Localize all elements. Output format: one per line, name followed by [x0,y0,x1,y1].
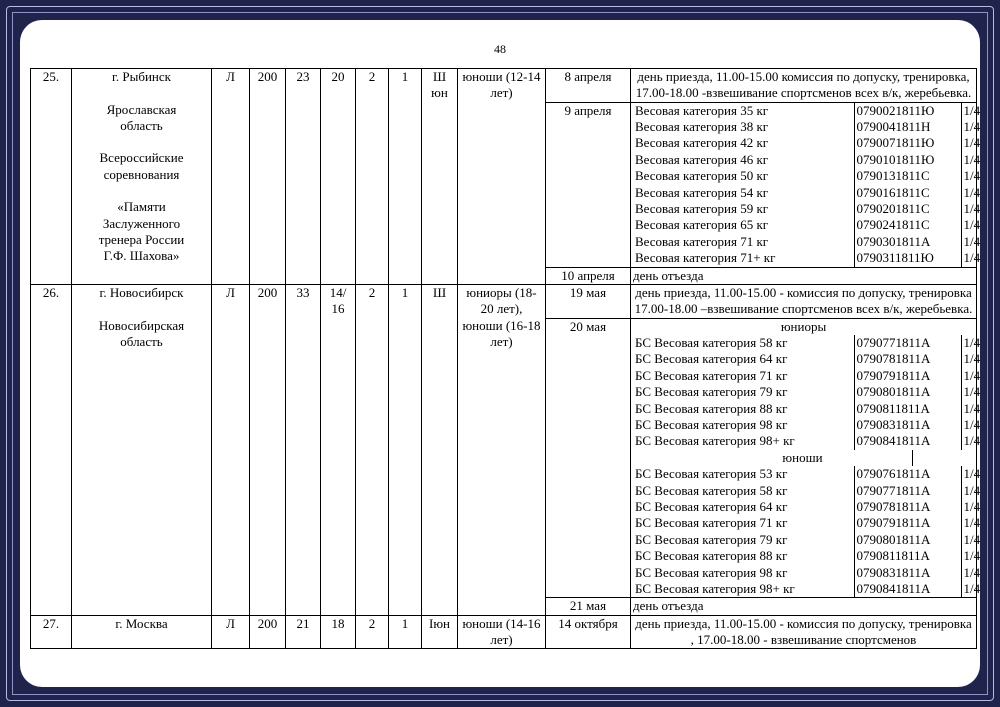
category-row [633,401,974,417]
document-page [20,20,980,687]
category-row [633,565,974,581]
activity-cell [631,318,980,598]
category-list [633,102,980,267]
category-code: 0790771811А [854,483,961,499]
location-line: Г.Ф. Шахова» [103,248,180,264]
category-label: Весовая категория 50 кг [633,168,854,184]
category-code: 0790201811С [854,201,961,217]
page-number: 48 [494,42,506,56]
col-b: 14/ 16 [321,284,356,615]
category-code: 0790791811А [854,515,961,531]
location-line: г. Новосибирск [99,284,184,300]
category-label: БС Весовая категория 88 кг [633,401,854,417]
category-fraction: 1/4 [963,466,980,482]
competition-table [30,68,980,649]
category-fraction: 1/4 [963,499,980,515]
location-line: область [120,117,163,133]
category-row [633,103,974,119]
location-line: г. Рыбинск [112,69,171,84]
col-b: 20 [321,69,356,285]
category-fraction: 1/4 [963,233,980,249]
table-row [31,284,977,318]
category-fraction: 1/4 [963,217,980,233]
category-fraction: 1/4 [963,168,980,184]
category-fraction: 1/4 [963,135,980,151]
age-group: юноши (12-14 лет) [458,69,546,285]
col-l: Л [212,284,250,615]
col-l: Л [212,615,250,649]
location-line [74,85,209,101]
category-label: Весовая категория 54 кг [633,185,854,201]
row-number: 26. [31,284,72,615]
activity-cell: день отъезда [631,598,977,615]
col-d: 1 [389,615,422,649]
date-cell: 9 апреля [546,102,631,267]
col-e: Ш юн [422,69,458,285]
location-cell [72,284,212,615]
category-fraction: 1/4 [963,482,980,498]
location-line: Ярославская [106,101,177,117]
category-fraction: 1/4 [963,564,980,580]
col-l: Л [212,69,250,285]
category-row [633,384,974,400]
category-label: БС Весовая категория 64 кг [633,499,854,515]
category-fraction: 1/4 [963,250,980,266]
age-group: юниоры (18-20 лет), юноши (16-18 лет) [458,284,546,615]
col-200: 200 [250,284,286,615]
date-cell: 19 мая [546,284,631,318]
date-cell: 20 мая [546,318,631,598]
category-row [633,499,974,515]
category-label: БС Весовая категория 88 кг [633,548,854,564]
category-row [633,581,974,597]
category-label: Весовая категория 71 кг [633,234,854,250]
category-fraction: 1/4 [963,184,980,200]
location-line: Новосибирская [98,317,185,333]
category-row [633,250,974,266]
category-code: 0790021811Ю [854,103,961,119]
category-row [633,548,974,564]
category-row [633,119,974,135]
location-line [74,183,209,199]
category-code: 0790101811Ю [854,152,961,168]
category-code: 0790831811А [854,565,961,581]
category-label: БС Весовая категория 79 кг [633,384,854,400]
category-label: Весовая категория 46 кг [633,152,854,168]
category-row [633,433,974,449]
category-label: БС Весовая категория 53 кг [633,466,854,482]
date-cell: 8 апреля [546,69,631,103]
category-fraction: 1/4 [963,119,980,134]
category-fraction: 1/4 [963,515,980,531]
category-row [633,466,974,482]
category-label: БС Весовая категория 98+ кг [633,433,854,449]
category-row [633,417,974,433]
category-fraction: 1/4 [963,531,980,547]
location-line: Заслуженного [102,215,181,231]
category-fraction: 1/4 [963,201,980,217]
col-200: 200 [250,69,286,285]
activity-cell: день приезда, 11.00-15.00 - комиссия по допуску, тренировка , 17.00-18.00 - взвешивание спортсменов [631,615,977,649]
category-fraction: 1/4 [963,351,980,367]
category-list [633,334,980,450]
col-a: 21 [286,615,321,649]
category-row [633,368,974,384]
location-line: Всероссийские [99,150,184,166]
col-e: Iюн [422,615,458,649]
category-fraction: 1/4 [963,581,980,597]
location-line: соревнования [103,166,180,182]
date-cell: 21 мая [546,598,631,615]
category-label: Весовая категория 38 кг [633,119,854,135]
category-code: 0790311811Ю [854,250,961,266]
col-b: 18 [321,615,356,649]
category-list [633,466,980,597]
category-fraction: 1/4 [963,433,980,449]
activity-cell [631,102,980,267]
category-code: 0790041811Н [854,119,961,135]
group-label: юноши [633,450,913,466]
category-label: БС Весовая категория 58 кг [633,335,854,351]
col-e: Ш [422,284,458,615]
location-cell [72,615,212,649]
category-row [633,152,974,168]
category-row [633,217,974,233]
category-row [633,135,974,151]
category-code: 0790811811А [854,401,961,417]
activity-cell: день приезда, 11.00-15.00 комиссия по допуску, тренировка, 17.00-18.00 -взвешивание спортсменов всех в/к, жеребьевка. [631,69,977,103]
location-line [74,301,209,317]
category-code: 0790791811А [854,368,961,384]
col-c: 2 [356,615,389,649]
category-row [633,168,974,184]
location-line: тренера России [98,231,185,247]
location-line: область [120,333,163,349]
category-label: Весовая категория 42 кг [633,135,854,151]
category-label: Весовая категория 65 кг [633,217,854,233]
category-fraction: 1/4 [963,416,980,432]
category-fraction: 1/4 [963,102,980,118]
category-code: 0790241811С [854,217,961,233]
group-label: юниоры [780,318,827,334]
category-code: 0790301811А [854,234,961,250]
location-line: г. Москва [115,615,168,631]
category-label: Весовая категория 59 кг [633,201,854,217]
category-label: БС Весовая категория 98 кг [633,565,854,581]
category-label: БС Весовая категория 98+ кг [633,581,854,597]
category-code: 0790131811С [854,168,961,184]
col-a: 23 [286,69,321,285]
category-code: 0790831811А [854,417,961,433]
category-fraction: 1/4 [963,334,980,350]
category-code: 0790841811А [854,581,961,597]
category-row [633,335,974,351]
category-row [633,515,974,531]
location-line: «Памяти [117,199,166,215]
table-row [31,69,977,103]
category-row [633,185,974,201]
category-fraction: 1/4 [963,548,980,564]
category-code: 0790801811А [854,532,961,548]
row-number: 25. [31,69,72,285]
age-group: юноши (14-16 лет) [458,615,546,649]
category-fraction: 1/4 [963,151,980,167]
location-cell [72,69,212,285]
category-label: БС Весовая категория 71 кг [633,515,854,531]
category-code: 0790761811А [854,466,961,482]
category-label: БС Весовая категория 79 кг [633,532,854,548]
category-label: БС Весовая категория 64 кг [633,351,854,367]
category-label: Весовая категория 35 кг [633,103,854,119]
category-fraction: 1/4 [963,367,980,383]
category-label: БС Весовая категория 98 кг [633,417,854,433]
category-code: 0790071811Ю [854,135,961,151]
col-d: 1 [389,69,422,285]
category-code: 0790811811А [854,548,961,564]
category-code: 0790771811А [854,335,961,351]
category-fraction: 1/4 [963,400,980,416]
date-cell: 14 октября [546,615,631,649]
category-code: 0790781811А [854,499,961,515]
activity-cell: день отъезда [631,267,977,284]
category-code: 0790841811А [854,433,961,449]
col-200: 200 [250,615,286,649]
category-fraction: 1/4 [963,384,980,400]
category-label: Весовая категория 71+ кг [633,250,854,266]
category-row [633,532,974,548]
category-row [633,201,974,217]
col-d: 1 [389,284,422,615]
row-number: 27. [31,615,72,649]
activity-cell: день приезда, 11.00-15.00 - комиссия по допуску, тренировка 17.00-18.00 –взвешивание спортсменов всех в/к, жеребьевка. [631,284,977,318]
category-row [633,234,974,250]
category-row [633,483,974,499]
col-c: 2 [356,284,389,615]
category-code: 0790781811А [854,351,961,367]
col-a: 33 [286,284,321,615]
category-code: 0790801811А [854,384,961,400]
category-label: БС Весовая категория 58 кг [633,483,854,499]
table-row [31,615,977,649]
category-row [633,351,974,367]
category-code: 0790161811С [854,185,961,201]
category-label: БС Весовая категория 71 кг [633,368,854,384]
location-line [74,134,209,150]
date-cell: 10 апреля [546,267,631,284]
col-c: 2 [356,69,389,285]
